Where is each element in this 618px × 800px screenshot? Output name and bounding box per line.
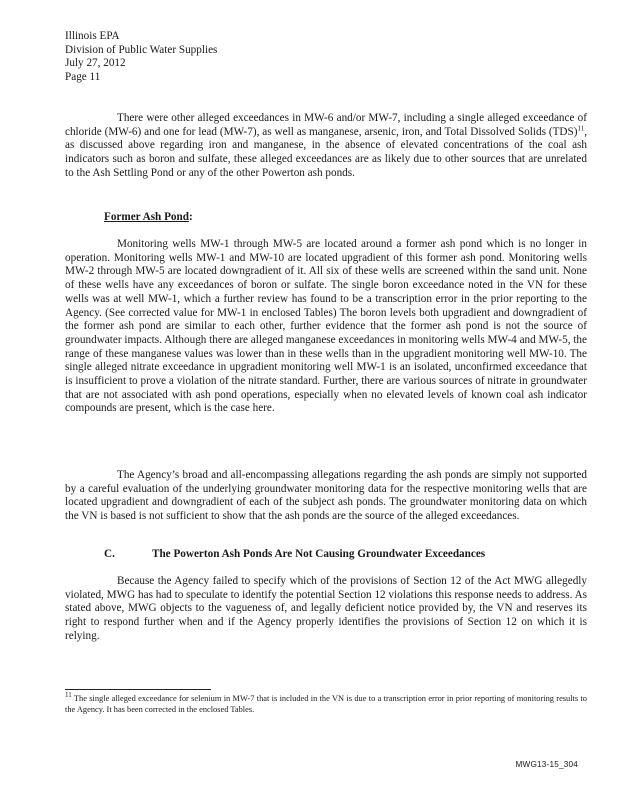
- paragraph-former-ash-pond: Monitoring wells MW-1 through MW-5 are located around a former ash pond which is no longer in operation. Monitoring wells MW-1 and MW-10 are located upgradient of this former ash pond. Monitoring wells MW-2 through MW-5 are located downgradient of it. All six of these wells are screened within the sand unit. None of these wells have any exceedances of boron or sulfate. The single boron exceedance noted in the VN for these wells was at well MW-1, which a further review has found to be a transcription error in the prior reporting to the Agency. (See corrected value for MW-1 in enclosed Tables) The boron levels both upgradient and downgradient of the former ash pond are similar to each other, further evidence that the former ash pond is not the source of groundwater impacts. Although there are alleged manganese exceedances in monitoring wells MW-4 and MW-5, the range of these manganese values was lower than in these wells than in the upgradient monitoring well MW-10. The single alleged nitrate exceedance in upgradient monitoring well MW-1 is an isolated, unconfirmed exceedance that is insufficient to prove a violation of the nitrate standard. Further, there are various sources of nitrate in groundwater that are not associated with ash pond operations, especially when no elevated levels of known coal ash indicator compounds are present, which is the case here.: [65, 238, 587, 415]
- subheading-former-ash-pond-label: Former Ash Pond: [104, 211, 189, 223]
- paragraph-other-exceedances-text-b: , as discussed above regarding iron and manganese, in the absence of elevated concentrations of the coal ash indicators such as boron and sulfate, these alleged exceedances are as likely due to other sources that are unrelated to the Ash Settling Pond or any of the other Powerton ash ponds.: [65, 125, 587, 179]
- subheading-colon: :: [188, 211, 193, 223]
- section-letter: C.: [104, 548, 115, 560]
- paragraph-section-12: Because the Agency failed to specify which of the provisions of Section 12 of the Act MWG allegedly violated, MWG has had to speculate to identify the potential Section 12 violations this response needs to address. As stated above, MWG objects to the vagueness of, and legally deficient notice provided by, the VN and reserves its right to respond further when and if the Agency properly identifies the provisions of Section 12 on which it is relying.: [65, 575, 587, 642]
- section-title: The Powerton Ash Ponds Are Not Causing Groundwater Exceedances: [152, 548, 486, 560]
- subheading-former-ash-pond: [104, 211, 193, 225]
- footnote-text: The single alleged exceedance for selenium in MW-7 that is included in the VN is due to a transcription error in prior reporting of monitoring results to the Agency. It has been corrected in the enclosed Tables.: [65, 694, 587, 714]
- footnote-11: [65, 693, 587, 715]
- section-heading-c: [104, 548, 485, 562]
- bates-number: MWG13-15_304: [515, 760, 578, 769]
- letterhead: [65, 30, 217, 84]
- footnote-divider: [65, 689, 211, 690]
- paragraph-other-exceedances-text-a: There were other alleged exceedances in MW-6 and/or MW-7, including a single alleged exceedance of chloride (MW-6) and one for lead (MW-7), as well as manganese, arsenic, iron, and Total Dissolved Solids (TDS): [65, 112, 587, 138]
- letterhead-page-number: Page 11: [65, 70, 101, 83]
- paragraph-other-exceedances: [65, 112, 587, 181]
- footnote-reference-11: 11: [577, 123, 585, 132]
- letterhead-division: Division of Public Water Supplies: [65, 43, 218, 56]
- footnote-marker: 11: [65, 691, 72, 700]
- letterhead-agency: Illinois EPA: [65, 30, 120, 42]
- paragraph-agency-allegations: The Agency’s broad and all-encompassing allegations regarding the ash ponds are simply not supported by a careful evaluation of the underlying groundwater monitoring data for the respective monitoring wells that are located upgradient and downgradient of each of the subject ash ponds. The groundwater monitoring data on which the VN is based is not sufficient to show that the ash ponds are the source of the alleged exceedances.: [65, 469, 587, 523]
- letterhead-date: July 27, 2012: [65, 57, 126, 70]
